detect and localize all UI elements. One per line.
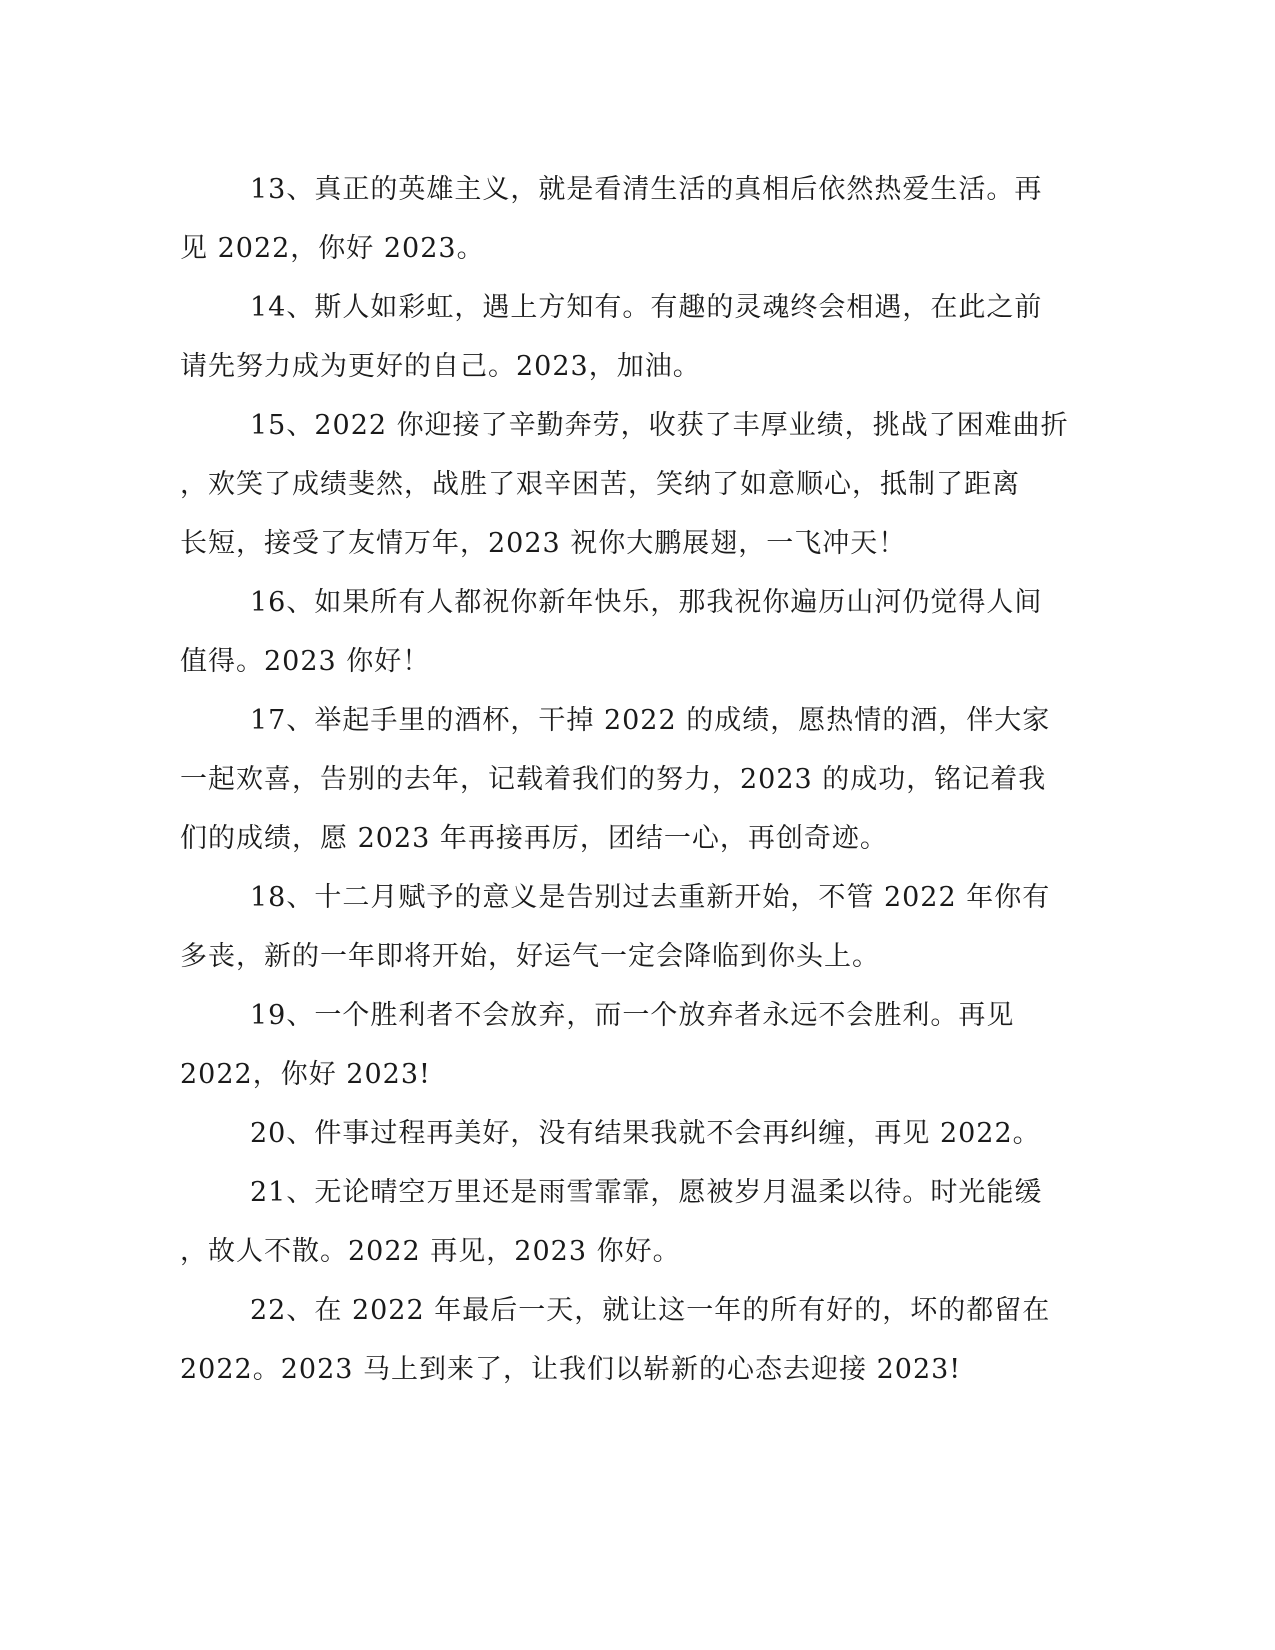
paragraph-20-line-1: 20、件事过程再美好，没有结果我就不会再纠缠，再见 2022。 — [250, 1118, 1041, 1149]
paragraph-22-line-2: 2022。2023 马上到来了，让我们以崭新的心态去迎接 2023! — [180, 1354, 962, 1385]
paragraph-15-line-2: ，欢笑了成绩斐然，战胜了艰辛困苦，笑纳了如意顺心，抵制了距离 — [180, 469, 1020, 500]
paragraph-15-line-3: 长短，接受了友情万年，2023 祝你大鹏展翅，一飞冲天！ — [180, 528, 907, 559]
paragraph-17-line-2: 一起欢喜，告别的去年，记载着我们的努力，2023 的成功，铭记着我 — [180, 764, 1047, 795]
paragraph-13-line-1: 13、真正的英雄主义，就是看清生活的真相后依然热爱生活。再 — [250, 174, 1043, 205]
paragraph-18-line-2: 多丧，新的一年即将开始，好运气一定会降临到你头上。 — [180, 941, 880, 972]
paragraph-17-line-3: 们的成绩，愿 2023 年再接再厉，团结一心，再创奇迹。 — [180, 823, 888, 854]
document-body — [180, 160, 1069, 1399]
paragraph-22-line-1: 22、在 2022 年最后一天，就让这一年的所有好的，坏的都留在 — [250, 1295, 1051, 1326]
paragraph-21-line-1: 21、无论晴空万里还是雨雪霏霏，愿被岁月温柔以待。时光能缓 — [250, 1177, 1043, 1208]
paragraph-14-line-1: 14、斯人如彩虹，遇上方知有。有趣的灵魂终会相遇，在此之前 — [250, 292, 1043, 323]
paragraph-15-line-1: 15、2022 你迎接了辛勤奔劳，收获了丰厚业绩，挑战了困难曲折 — [250, 410, 1069, 441]
paragraph-19-line-2: 2022，你好 2023! — [180, 1059, 431, 1090]
paragraph-19-line-1: 19、一个胜利者不会放弃，而一个放弃者永远不会胜利。再见 — [250, 1000, 1015, 1031]
paragraph-14-line-2: 请先努力成为更好的自己。2023，加油。 — [180, 351, 701, 382]
paragraph-21-line-2: ，故人不散。2022 再见，2023 你好。 — [180, 1236, 681, 1267]
paragraph-17-line-1: 17、举起手里的酒杯，干掉 2022 的成绩，愿热情的酒，伴大家 — [250, 705, 1051, 736]
paragraph-16-line-2: 值得。2023 你好！ — [180, 646, 431, 677]
paragraph-13-line-2: 见 2022，你好 2023。 — [180, 233, 485, 264]
paragraph-16-line-1: 16、如果所有人都祝你新年快乐，那我祝你遍历山河仍觉得人间 — [250, 587, 1043, 618]
paragraph-18-line-1: 18、十二月赋予的意义是告别过去重新开始，不管 2022 年你有 — [250, 882, 1051, 913]
